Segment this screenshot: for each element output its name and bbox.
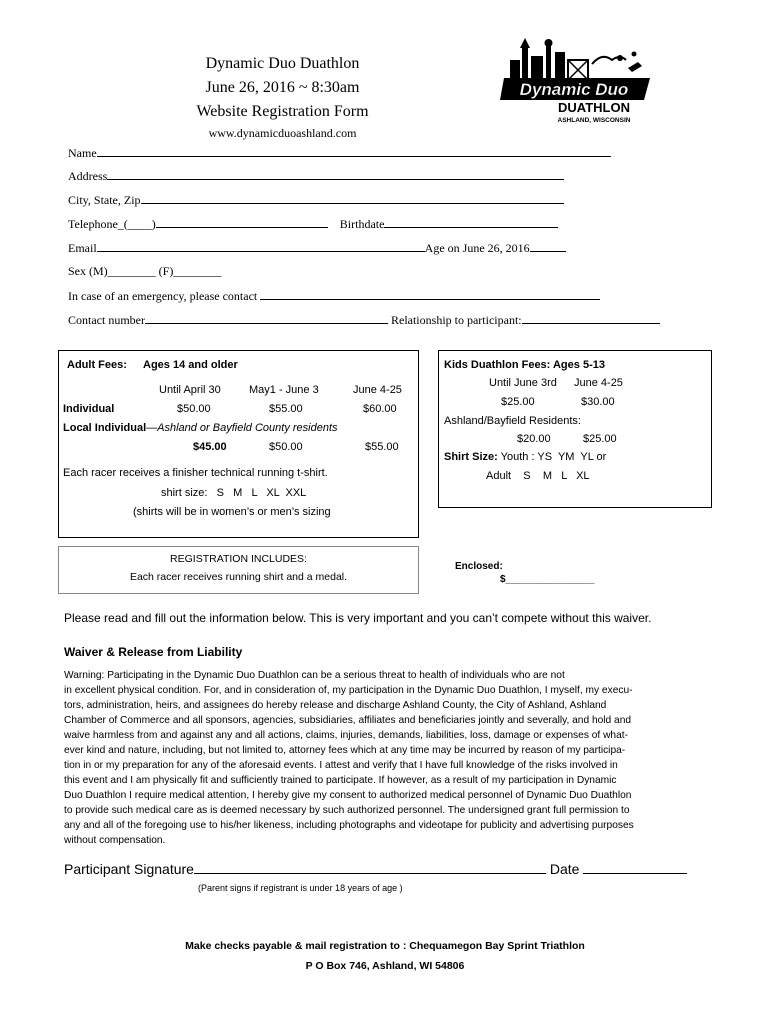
waiver-line: waive harmless from and against any and all actions, claims, injuries, demands, liabilities, loss, damage or expenses of what- [64,730,628,741]
email-label: Email [68,241,97,255]
sex-field[interactable] [68,263,221,279]
individual-label: Individual [63,403,115,415]
enclosed-label: Enclosed: [455,561,503,572]
mail-address: P O Box 746, Ashland, WI 54806 [305,960,465,972]
kids-shirt-youth: Youth : YS YM YL or [497,451,607,463]
telephone-field[interactable] [68,215,558,231]
waiver-line: in excellent physical condition. For, and in consideration of, my participation in the Dynamic Duo Duathlon, I myself, my execu- [64,685,633,696]
logo-graphic-icon [500,38,660,124]
mail-instructions: Make checks payable & mail registration to : Chequamegon Bay Sprint Triathlon [185,940,585,952]
waiver-title: Waiver & Release from Liability [64,645,243,659]
name-input-line[interactable] [97,144,611,157]
resident-price-1: $20.00 [517,433,551,445]
waiver-body [64,668,709,848]
includes-text: Each racer receives running shirt and a medal. [129,571,348,583]
local-label: Local Individual [63,422,147,434]
event-logo [500,38,660,124]
adult-fees-ages: Ages 14 and older [143,359,238,371]
resident-label: Ashland/Bayfield Residents: [444,415,581,427]
emergency-input-line[interactable] [260,287,600,300]
waiver-line: to provide such medical care as is deemed necessary by such authorized personnel. The undersigned grant full permission to [64,805,630,816]
signature-input-line[interactable] [194,859,546,874]
adult-fees-box [58,350,419,538]
individual-price-1: $50.00 [177,403,211,415]
birthdate-input-line[interactable] [384,215,558,228]
sex-label: Sex (M)________ (F)________ [68,264,222,278]
kids-fees-box [438,350,712,508]
kids-period-1: Until June 3rd [489,377,557,389]
enclosed-amount[interactable]: $________________ [500,574,595,585]
birthdate-label: Birthdate [339,217,385,231]
kids-shirt-label: Shirt Size: [444,451,498,463]
logo-subtitle: DUATHLON [558,100,630,115]
waiver-line: tors, administration, heirs, and assignees do hereby release and discharge Ashland County, the City of Ashland, Ashland [64,700,607,711]
kids-price-2: $30.00 [581,396,615,408]
kids-shirt-adult: Adult S M L XL [486,470,590,482]
email-input-line[interactable] [97,239,425,252]
contact-field[interactable] [68,311,660,327]
age-input-line[interactable] [530,239,566,252]
waiver-line: ever kind and nature, including, but not limited to, attorney fees which at any time may be incurred by reason of my participa- [64,745,626,756]
event-title: Dynamic Duo Duathlon [205,55,360,72]
date-input-line[interactable] [583,859,687,874]
form-name: Website Registration Form [196,103,369,120]
waiver-line: any and all of the foregoing use to his/her likeness, including photographs and videotape for publicity and advertising purposes [64,820,634,831]
city-field[interactable] [68,191,564,207]
city-input-line[interactable] [141,191,564,204]
waiver-line: Chamber of Commerce and all sponsors, agencies, subsidiaries, affiliates and beneficiaries jointly and severally, and hold and [64,715,632,726]
email-field[interactable] [68,239,566,255]
age-label: Age on June 26, 2016 [424,241,530,255]
shirt-sizes: shirt size: S M L XL XXL [161,487,307,499]
contact-input-line[interactable] [145,311,388,324]
logo-location: ASHLAND, WISCONSIN [557,117,631,124]
adult-fees-label: Adult Fees: [67,359,127,371]
shirt-note: Each racer receives a finisher technical running t-shirt. [63,467,328,479]
kids-period-2: June 4-25 [574,377,623,389]
kids-fees-title: Kids Duathlon Fees: Ages 5-13 [444,359,605,371]
relationship-input-line[interactable] [522,311,660,324]
notice-text: Please read and fill out the information below. This is very important and you can’t compete without this waiver. [64,611,652,625]
event-date: June 26, 2016 ~ 8:30am [205,79,360,96]
city-label: City, State, Zip [68,193,141,207]
includes-box [58,546,419,594]
name-field[interactable] [68,144,611,160]
date-label: Date [549,861,580,877]
waiver-line: Duo Duathlon I require medical attention, I hereby give my consent to authorized medical personnel of Dynamic Duo Duathlon [64,790,632,801]
kids-price-1: $25.00 [501,396,535,408]
header [140,52,425,141]
individual-price-3: $60.00 [363,403,397,415]
name-label: Name [68,146,97,160]
individual-price-2: $55.00 [269,403,303,415]
waiver-line: Warning: Participating in the Dynamic Duo Duathlon can be a serious threat to health of individuals who are not [64,670,565,681]
period-3: June 4-25 [353,384,402,396]
address-input-line[interactable] [107,167,564,180]
period-1: Until April 30 [159,384,221,396]
local-price-1: $45.00 [193,441,227,453]
signature-label: Participant Signature [64,861,194,877]
contact-label: Contact number [68,313,145,327]
telephone-label: Telephone_(____) [68,217,156,231]
emergency-field[interactable] [68,287,600,303]
waiver-line: without compensation. [64,835,166,846]
waiver-line: tion in or my preparation for any of the aforesaid events. I attest and verify that I have full knowledge of the risks involved in [64,760,618,771]
local-note: —Ashland or Bayfield County residents [146,422,338,434]
signature-note: (Parent signs if registrant is under 18 years of age ) [198,883,403,893]
address-field[interactable] [68,167,564,183]
includes-title: REGISTRATION INCLUDES: [170,553,307,565]
emergency-label: In case of an emergency, please contact [68,289,258,303]
shirt-style: (shirts will be in women’s or men’s sizing [133,506,331,518]
relationship-label: Relationship to participant: [390,313,522,327]
waiver-line: this event and I am physically fit and sufficiently trained to participate. If however, as a result of my participation in Dynamic [64,775,617,786]
address-label: Address [68,169,108,183]
logo-brand: Dynamic Duo [519,80,629,99]
kids-shirt-row [444,451,606,463]
local-price-3: $55.00 [365,441,399,453]
local-individual-row [63,422,338,434]
signature-row[interactable] [64,859,687,877]
telephone-input-line[interactable] [156,215,328,228]
local-price-2: $50.00 [269,441,303,453]
website-link[interactable]: www.dynamicduoashland.com [208,126,357,140]
period-2: May1 - June 3 [249,384,319,396]
resident-price-2: $25.00 [583,433,617,445]
